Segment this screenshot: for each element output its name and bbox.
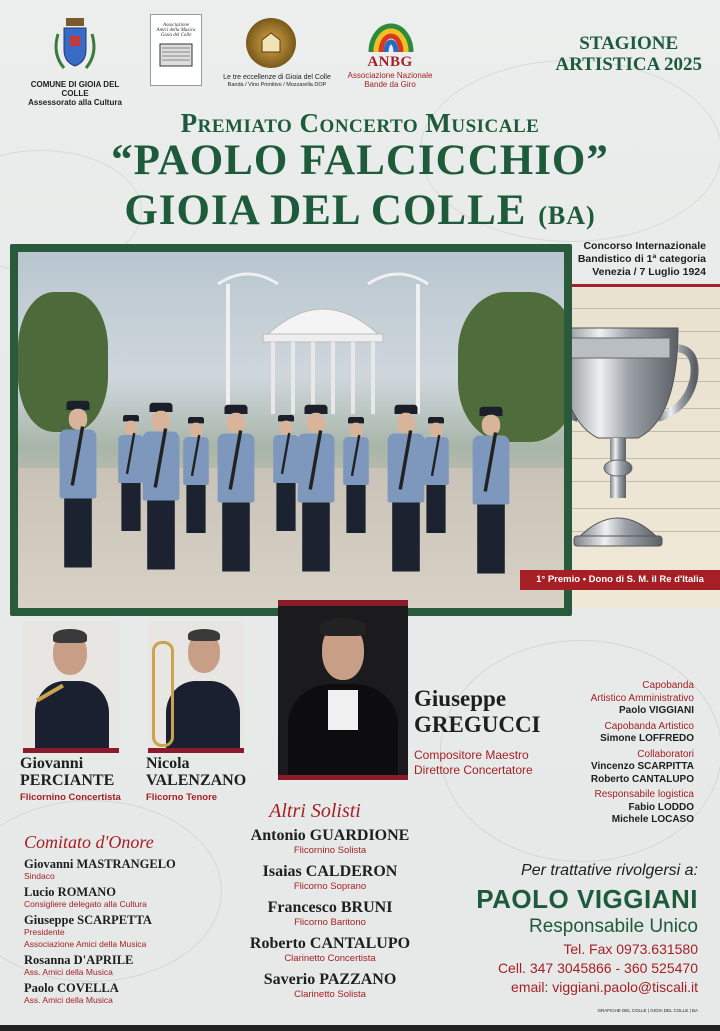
other-soloist-name: Antonio GUARDIONE [250, 827, 410, 844]
coat-of-arms-icon [50, 14, 100, 76]
staff-name: Simone LOFFREDO [600, 733, 694, 744]
band-photo-frame [10, 244, 572, 616]
committee-member-role: Presidente [24, 927, 65, 937]
anbg-subcaption: Bande da Giro [364, 80, 416, 90]
staff-name: Vincenzo SCARPITTA [591, 761, 694, 772]
contact-mobile: Cell. 347 3045866 - 360 525470 [497, 960, 698, 976]
contact-title: Responsabile Unico [529, 916, 698, 937]
soloist-first-name: Giovanni [20, 755, 84, 772]
contest-line: Concorso Internazionale [583, 240, 706, 252]
committee-member-name: Giuseppe SCARPETTA [24, 913, 152, 927]
anbg-title: ANBG [367, 54, 413, 70]
staff-name: Roberto CANTALUPO [590, 773, 694, 785]
season-label: STAGIONE [579, 33, 679, 54]
portrait-perciante [23, 621, 119, 753]
contest-line: Venezia / 7 Luglio 1924 [592, 266, 706, 278]
other-soloist-role: Flicorno Baritono [294, 917, 366, 928]
bandstand-icon [208, 264, 438, 424]
committee-member-name: Rosanna D'APRILE [24, 953, 134, 967]
association-logo-icon [150, 14, 202, 86]
bottom-border [0, 1025, 720, 1031]
soloist-last-name: VALENZANO [146, 772, 247, 789]
contest-line: Bandistico di 1ª categoria [577, 253, 706, 265]
season-year: ARTISTICA 2025 [555, 54, 702, 75]
band-name: “PAOLO FALCICCHIO” [111, 137, 609, 184]
other-soloist-role: Flicornino Solista [293, 845, 367, 856]
other-soloist-role: Flicorno Soprano [293, 881, 367, 892]
other-soloist-role: Clarinetto Concertista [284, 953, 376, 964]
band-title-small: Premiato Concerto Musicale [180, 108, 540, 138]
committee-member-role: Ass. Amici della Musica [24, 967, 113, 977]
staff-name: Paolo VIGGIANI [618, 705, 694, 716]
other-soloist-name: Isaias CALDERON [262, 863, 398, 880]
association-logo-text: Gioia del Colle [160, 33, 192, 38]
contact-phone: Tel. Fax 0973.631580 [563, 941, 698, 957]
staff-name: Fabio LODDO [628, 801, 694, 813]
contact-email[interactable]: email: viggiani.paolo@tiscali.it [511, 979, 698, 995]
soloist-last-name: PERCIANTE [20, 772, 115, 789]
soloist-role: Flicornino Concertista [20, 792, 121, 803]
committee-member-role: Consigliere delegato alla Cultura [24, 899, 147, 909]
trophy-panel [572, 288, 720, 608]
soloist-role: Flicorno Tenore [146, 792, 218, 803]
staff-role: Collaboratori [637, 748, 694, 760]
committee-member-name: Lucio ROMANO [24, 885, 117, 899]
committee-member-name: Paolo COVELLA [24, 981, 119, 995]
association-logo-text: Associazione [162, 23, 190, 28]
director-last-name: GREGUCCI [414, 712, 541, 737]
staff-role: Capobanda [642, 680, 694, 691]
director-first-name: Giuseppe [414, 686, 507, 711]
staff-role: Responsabile logistica [594, 789, 694, 800]
municipality-caption: COMUNE DI GIOIA DEL COLLE [30, 80, 120, 99]
anbg-logo-icon [368, 14, 414, 54]
other-soloist-name: Francesco BRUNI [267, 899, 393, 916]
excellence-emblem-icon [246, 18, 296, 68]
committee-member-role: Sindaco [24, 871, 55, 881]
committee-member-role: Ass. Amici della Musica [24, 995, 113, 1005]
committee-title: Comitato d'Onore [24, 832, 154, 852]
staff-role: Capobanda Artistico [604, 720, 694, 732]
divider [572, 284, 720, 287]
band-city: GIOIA DEL COLLE [124, 187, 527, 234]
portrait-valenzano [148, 621, 244, 753]
other-soloists-list [230, 828, 430, 1002]
portrait-gregucci [278, 600, 408, 780]
other-soloists-title: Altri Solisti [269, 800, 361, 822]
director-role: Compositore Maestro [414, 748, 529, 762]
contact-name: PAOLO VIGGIANI [476, 884, 698, 914]
other-soloist-role: Clarinetto Solista [294, 989, 366, 1000]
director-role: Direttore Concertatore [414, 763, 533, 777]
anbg-caption: Associazione Nazionale [347, 71, 433, 81]
excellence-caption: Le tre eccellenze di Gioia del Colle [223, 74, 331, 81]
contact-intro: Per trattative rivolgersi a: [521, 862, 698, 879]
committee-member-name: Giovanni MASTRANGELO [24, 857, 176, 871]
committee-list [24, 858, 176, 1006]
other-soloist-name: Roberto CANTALUPO [249, 935, 411, 952]
footer-credit: GRAFICHE DEL COLLE | GIOIA DEL COLLE | BA [597, 1008, 698, 1013]
band-photo [18, 252, 564, 608]
staff-role: Artistico Amministrativo [590, 692, 694, 704]
other-soloist-name: Saverio PAZZANO [263, 971, 397, 988]
staff-name: Michele LOCASO [611, 814, 694, 825]
prize-caption: 1° Premio • Dono di S. M. il Re d'Italia [520, 570, 720, 590]
municipality-subcaption: Assessorato alla Cultura [28, 98, 122, 108]
committee-member-role: Associazione Amici della Musica [24, 939, 147, 949]
association-logo-text: Amici della Musica [156, 28, 196, 33]
soloist-first-name: Nicola [146, 755, 190, 772]
band-province: (BA) [538, 201, 596, 230]
excellence-subcaption: Banda / Vino Primitivo / Mozzarella DOP [227, 82, 327, 89]
